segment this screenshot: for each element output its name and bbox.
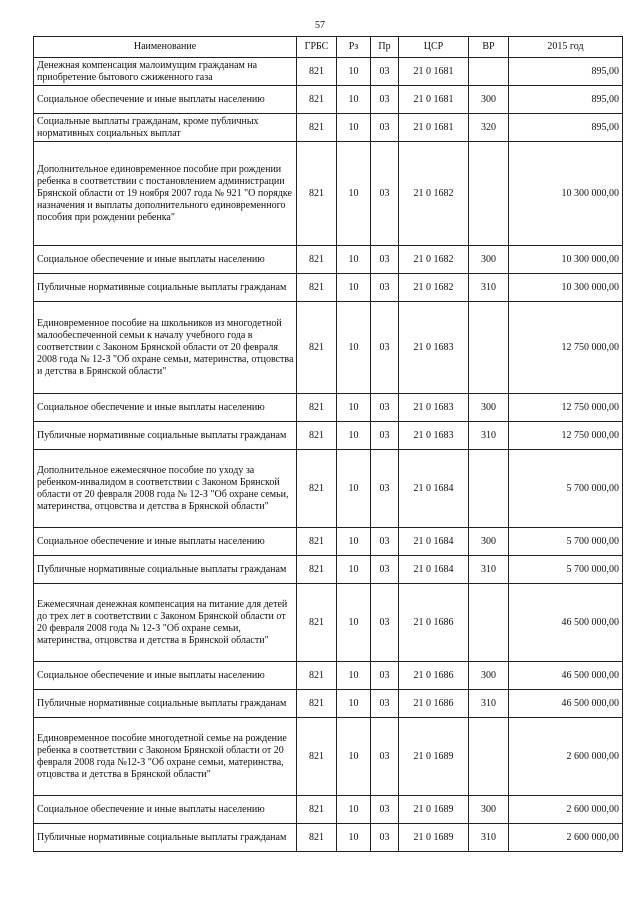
cell-rz: 10 — [337, 302, 371, 394]
cell-csr: 21 0 1686 — [399, 690, 469, 718]
cell-grbs: 821 — [297, 584, 337, 662]
cell-vr: 310 — [469, 690, 509, 718]
cell-vr: 300 — [469, 662, 509, 690]
cell-csr: 21 0 1683 — [399, 422, 469, 450]
cell-amount: 12 750 000,00 — [509, 394, 623, 422]
page-number: 57 — [315, 20, 325, 31]
cell-amount: 10 300 000,00 — [509, 142, 623, 246]
cell-name: Социальное обеспечение и иные выплаты населению — [34, 394, 297, 422]
cell-amount: 46 500 000,00 — [509, 662, 623, 690]
cell-rz: 10 — [337, 584, 371, 662]
cell-grbs: 821 — [297, 450, 337, 528]
cell-name: Социальное обеспечение и иные выплаты населению — [34, 528, 297, 556]
column-header-pr: Пр — [371, 37, 399, 58]
cell-pr: 03 — [371, 86, 399, 114]
cell-vr: 320 — [469, 114, 509, 142]
cell-rz: 10 — [337, 556, 371, 584]
table-row — [34, 796, 623, 824]
cell-pr: 03 — [371, 450, 399, 528]
cell-pr: 03 — [371, 142, 399, 246]
cell-pr: 03 — [371, 394, 399, 422]
cell-csr: 21 0 1689 — [399, 718, 469, 796]
cell-rz: 10 — [337, 528, 371, 556]
cell-amount: 10 300 000,00 — [509, 246, 623, 274]
cell-amount: 10 300 000,00 — [509, 274, 623, 302]
cell-vr: 310 — [469, 422, 509, 450]
table-row — [34, 246, 623, 274]
cell-vr — [469, 302, 509, 394]
cell-name: Социальное обеспечение и иные выплаты населению — [34, 662, 297, 690]
cell-name: Дополнительное единовременное пособие при рождении ребенка в соответствии с постановлением администрации Брянской области от 19 ноября 2007 года № 921 "О порядке назначения и выплаты дополнительного единовременного пособия при рождении ребенка" — [34, 142, 297, 246]
cell-csr: 21 0 1686 — [399, 584, 469, 662]
cell-vr — [469, 142, 509, 246]
cell-rz: 10 — [337, 114, 371, 142]
cell-amount: 895,00 — [509, 86, 623, 114]
cell-pr: 03 — [371, 690, 399, 718]
cell-csr: 21 0 1684 — [399, 528, 469, 556]
table-body — [34, 58, 623, 852]
cell-csr: 21 0 1683 — [399, 394, 469, 422]
cell-pr: 03 — [371, 58, 399, 86]
cell-pr: 03 — [371, 114, 399, 142]
cell-name: Единовременное пособие многодетной семье на рождение ребенка в соответствии с Законом Брянской области от 20 февраля 2008 года №12-З "Об охране семьи, материнства, отцовства и детства в Брянской области" — [34, 718, 297, 796]
cell-pr: 03 — [371, 528, 399, 556]
cell-rz: 10 — [337, 86, 371, 114]
cell-pr: 03 — [371, 302, 399, 394]
column-header-2015: 2015 год — [509, 37, 623, 58]
cell-amount: 2 600 000,00 — [509, 796, 623, 824]
cell-amount: 895,00 — [509, 114, 623, 142]
cell-vr: 300 — [469, 796, 509, 824]
cell-grbs: 821 — [297, 690, 337, 718]
cell-name: Социальное обеспечение и иные выплаты населению — [34, 86, 297, 114]
cell-name: Социальное обеспечение и иные выплаты населению — [34, 796, 297, 824]
cell-name: Публичные нормативные социальные выплаты гражданам — [34, 824, 297, 852]
table-row — [34, 690, 623, 718]
cell-name: Денежная компенсация малоимущим гражданам на приобретение бытового сжиженного газа — [34, 58, 297, 86]
table-row — [34, 302, 623, 394]
cell-grbs: 821 — [297, 86, 337, 114]
cell-pr: 03 — [371, 274, 399, 302]
cell-name: Публичные нормативные социальные выплаты гражданам — [34, 274, 297, 302]
column-header-grbs: ГРБС — [297, 37, 337, 58]
cell-rz: 10 — [337, 824, 371, 852]
cell-rz: 10 — [337, 142, 371, 246]
cell-amount: 5 700 000,00 — [509, 556, 623, 584]
budget-table — [33, 36, 623, 852]
column-header-csr: ЦСР — [399, 37, 469, 58]
table-row — [34, 86, 623, 114]
table-row — [34, 422, 623, 450]
table-row — [34, 114, 623, 142]
cell-pr: 03 — [371, 556, 399, 584]
cell-grbs: 821 — [297, 142, 337, 246]
cell-name: Ежемесячная денежная компенсация на питание для детей до трех лет в соответствии с Законом Брянской области от 20 февраля 2008 года № 12-З "Об охране семьи, материнства, отцовства и детства в Брянской области" — [34, 584, 297, 662]
cell-vr — [469, 584, 509, 662]
cell-grbs: 821 — [297, 302, 337, 394]
cell-csr: 21 0 1684 — [399, 556, 469, 584]
table-row — [34, 450, 623, 528]
cell-grbs: 821 — [297, 422, 337, 450]
cell-amount: 5 700 000,00 — [509, 528, 623, 556]
cell-grbs: 821 — [297, 274, 337, 302]
table-row — [34, 142, 623, 246]
cell-grbs: 821 — [297, 718, 337, 796]
cell-csr: 21 0 1681 — [399, 114, 469, 142]
cell-pr: 03 — [371, 662, 399, 690]
cell-amount: 5 700 000,00 — [509, 450, 623, 528]
cell-csr: 21 0 1681 — [399, 58, 469, 86]
column-header-vr: ВР — [469, 37, 509, 58]
cell-vr — [469, 58, 509, 86]
cell-rz: 10 — [337, 662, 371, 690]
cell-rz: 10 — [337, 718, 371, 796]
cell-grbs: 821 — [297, 556, 337, 584]
cell-amount: 2 600 000,00 — [509, 718, 623, 796]
cell-grbs: 821 — [297, 824, 337, 852]
cell-rz: 10 — [337, 450, 371, 528]
cell-rz: 10 — [337, 690, 371, 718]
cell-vr: 310 — [469, 556, 509, 584]
cell-name: Единовременное пособие на школьников из многодетной малообеспеченной семьи к началу учебного года в соответствии с Законом Брянской области от 20 февраля 2008 года № 12-З "Об охране семьи, материнства, отцовства и детства в Брянской области" — [34, 302, 297, 394]
table-row — [34, 556, 623, 584]
cell-vr: 300 — [469, 394, 509, 422]
cell-amount: 2 600 000,00 — [509, 824, 623, 852]
cell-name: Дополнительное ежемесячное пособие по уходу за ребенком-инвалидом в соответствии с Законом Брянской области от 20 февраля 2008 года № 12-З "Об охране семьи, материнства, отцовства и детства в Брянской области" — [34, 450, 297, 528]
table-row — [34, 584, 623, 662]
table-header-row — [34, 37, 623, 58]
table-row — [34, 274, 623, 302]
cell-vr: 300 — [469, 246, 509, 274]
table-row — [34, 824, 623, 852]
cell-csr: 21 0 1682 — [399, 142, 469, 246]
cell-name: Публичные нормативные социальные выплаты гражданам — [34, 556, 297, 584]
table-row — [34, 394, 623, 422]
cell-amount: 895,00 — [509, 58, 623, 86]
cell-grbs: 821 — [297, 246, 337, 274]
cell-vr — [469, 450, 509, 528]
cell-rz: 10 — [337, 394, 371, 422]
table-row — [34, 662, 623, 690]
cell-name: Публичные нормативные социальные выплаты гражданам — [34, 690, 297, 718]
column-header-name: Наименование — [34, 37, 297, 58]
cell-grbs: 821 — [297, 662, 337, 690]
cell-vr: 300 — [469, 528, 509, 556]
table-row — [34, 718, 623, 796]
cell-csr: 21 0 1683 — [399, 302, 469, 394]
cell-grbs: 821 — [297, 394, 337, 422]
cell-rz: 10 — [337, 796, 371, 824]
cell-name: Социальное обеспечение и иные выплаты населению — [34, 246, 297, 274]
cell-name: Публичные нормативные социальные выплаты гражданам — [34, 422, 297, 450]
cell-rz: 10 — [337, 58, 371, 86]
table-row — [34, 58, 623, 86]
cell-amount: 12 750 000,00 — [509, 302, 623, 394]
cell-pr: 03 — [371, 422, 399, 450]
cell-rz: 10 — [337, 422, 371, 450]
cell-csr: 21 0 1684 — [399, 450, 469, 528]
cell-pr: 03 — [371, 718, 399, 796]
cell-vr — [469, 718, 509, 796]
cell-grbs: 821 — [297, 796, 337, 824]
cell-name: Социальные выплаты гражданам, кроме публичных нормативных социальных выплат — [34, 114, 297, 142]
cell-csr: 21 0 1686 — [399, 662, 469, 690]
cell-vr: 310 — [469, 824, 509, 852]
column-header-rz: Рз — [337, 37, 371, 58]
cell-csr: 21 0 1689 — [399, 796, 469, 824]
cell-pr: 03 — [371, 796, 399, 824]
cell-grbs: 821 — [297, 528, 337, 556]
cell-grbs: 821 — [297, 114, 337, 142]
cell-csr: 21 0 1682 — [399, 246, 469, 274]
cell-csr: 21 0 1689 — [399, 824, 469, 852]
cell-rz: 10 — [337, 246, 371, 274]
cell-csr: 21 0 1681 — [399, 86, 469, 114]
cell-pr: 03 — [371, 824, 399, 852]
cell-amount: 46 500 000,00 — [509, 690, 623, 718]
cell-pr: 03 — [371, 584, 399, 662]
cell-pr: 03 — [371, 246, 399, 274]
cell-grbs: 821 — [297, 58, 337, 86]
cell-amount: 46 500 000,00 — [509, 584, 623, 662]
cell-rz: 10 — [337, 274, 371, 302]
table-row — [34, 528, 623, 556]
cell-csr: 21 0 1682 — [399, 274, 469, 302]
cell-amount: 12 750 000,00 — [509, 422, 623, 450]
cell-vr: 310 — [469, 274, 509, 302]
cell-vr: 300 — [469, 86, 509, 114]
